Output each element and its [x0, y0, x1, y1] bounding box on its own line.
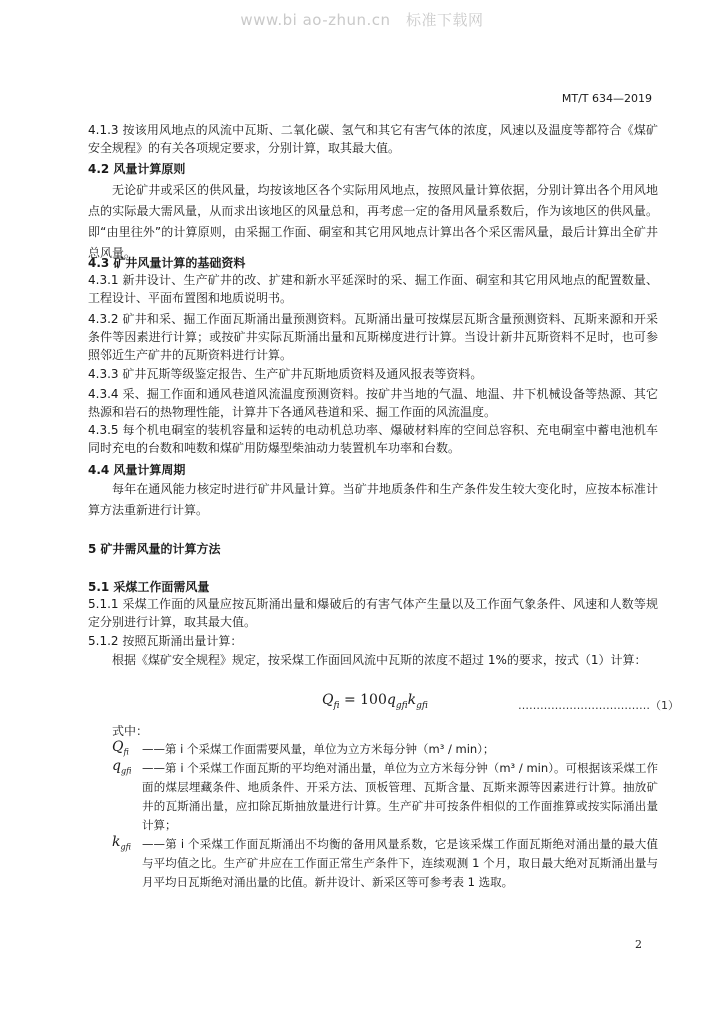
clause-4-3-2: 4.3.2 矿井和采、掘工作面瓦斯涌出量预测资料。瓦斯涌出量可按煤层瓦斯含量预测资料、瓦斯来源和开采条件等因素进行计算；或按矿井实际瓦斯涌出量和瓦斯梯度进行计算。当设计新井瓦斯资料不足时，也可参照邻近生产矿井的瓦斯资料进行计算。 [88, 312, 658, 362]
clause-4-3-3: 4.3.3 矿井瓦斯等级鉴定报告、生产矿井瓦斯地质资料及通风报表等资料。 [88, 367, 483, 381]
formula-1 [322, 692, 428, 711]
formula-k-sub: gfi [416, 700, 428, 711]
where-label: 式中： [112, 724, 149, 738]
definition-symbol-sub: fi [123, 747, 129, 757]
formula-lhs: Q [322, 692, 334, 708]
definition-k [112, 833, 658, 889]
standard-number: MT/T 634—2019 [561, 92, 652, 105]
clause-4-2-body: 无论矿井或采区的供风量，均按该地区各个实际用风地点，按照风量计算依据，分别计算出各个用风地点的实际最大需风量，从而求出该地区的风量总和，再考虑一定的备用风量系数后，作为该地区的供风量。即“由里往外”的计算原则，由采掘工作面、硐室和其它用风地点计算出各个采区需风量，最后计算出全矿井总风量。 [88, 183, 658, 260]
definition-text: ——第 i 个采煤工作面需要风量，单位为立方米每分钟（m³ / min）； [142, 742, 495, 756]
heading-4-2: 4.2 风量计算原则 [88, 162, 186, 176]
clause-4-3-5: 4.3.5 每个机电硐室的装机容量和运转的电动机总功率、爆破材料库的空间总容积、充电硐室中蓄电池机车同时充电的台数和吨数和煤矿用防爆型柴油动力装置机车功率和台数。 [88, 423, 658, 455]
clause-5-1-1: 5.1.1 采煤工作面的风量应按瓦斯涌出量和爆破后的有害气体产生量以及工作面气象条件、风速和人数等规定分别进行计算，取其最大值。 [88, 597, 658, 629]
heading-4-3: 4.3 矿井风量计算的基础资料 [88, 256, 246, 270]
clause-4-1-3: 4.1.3 按该用风地点的风流中瓦斯、二氧化碳、氢气和其它有害气体的浓度，风速以及温度等都符合《煤矿安全规程》的有关各项规定要求，分别计算，取其最大值。 [88, 123, 658, 155]
definition-text: ——第 i 个采煤工作面瓦斯的平均绝对涌出量，单位为立方米每分钟（m³ / min）。可根据该采煤工作面的煤层埋藏条件、地质条件、开采方法、顶板管理、瓦斯含量、瓦斯来源等因素进行计算。抽放矿井的瓦斯涌出量，应扣除瓦斯抽放量进行计算。生产矿井可按条件相似的工作面推算或按实际涌出量计算； [142, 761, 658, 832]
definition-symbol: Q [112, 739, 124, 755]
heading-5-1: 5.1 采煤工作面需风量 [88, 580, 210, 594]
clause-5-1-2: 5.1.2 按照瓦斯涌出量计算： [88, 634, 243, 648]
heading-5: 5 矿井需风量的计算方法 [88, 542, 221, 556]
watermark: www.bi ao-zhun.cn 标准下载网 [240, 11, 484, 29]
formula-q-sub: gfi [395, 700, 408, 711]
heading-4-4: 4.4 风量计算周期 [88, 463, 186, 477]
page-number: 2 [635, 938, 642, 951]
formula-number: ………………………………（1） [518, 699, 679, 712]
formula-eq: = 100 [339, 692, 387, 708]
clause-4-4-body: 每年在通风能力核定时进行矿井风量计算。当矿井地质条件和生产条件发生较大变化时，应按本标准计算方法重新进行计算。 [88, 482, 658, 517]
definition-symbol: q [112, 758, 121, 774]
definition-symbol-sub: gfi [120, 842, 131, 852]
definition-text: ——第 i 个采煤工作面瓦斯涌出不均衡的备用风量系数，它是该采煤工作面瓦斯绝对涌出量的最大值与平均值之比。生产矿井应在工作面正常生产条件下，连续观测 1 个月，取日最大绝对瓦斯涌出量与月平均日瓦斯绝对涌出量的比值。新井设计、新采区等可参考表 1 选取。 [142, 837, 658, 889]
definition-q [112, 757, 658, 832]
formula-q: q [386, 692, 396, 708]
clause-4-3-1: 4.3.1 新井设计、生产矿井的改、扩建和新水平延深时的采、掘工作面、硐室和其它用风地点的配置数量、工程设计、平面布置图和地质说明书。 [88, 273, 658, 305]
definition-symbol: k [112, 834, 121, 850]
formula-lhs-sub: fi [333, 700, 340, 711]
clause-4-3-4: 4.3.4 采、掘工作面和通风巷道风流温度预测资料。按矿井当地的气温、地温、井下机械设备等热源、其它热源和岩石的热物理性能，计算井下各通风巷道和采、掘工作面的风流温度。 [88, 387, 658, 419]
definition-symbol-sub: gfi [120, 766, 132, 776]
formula-k: k [407, 692, 417, 708]
clause-5-1-2-body: 根据《煤矿安全规程》规定，按采煤工作面回风流中瓦斯的浓度不超过 1%的要求，按式（1）计算： [112, 653, 647, 667]
